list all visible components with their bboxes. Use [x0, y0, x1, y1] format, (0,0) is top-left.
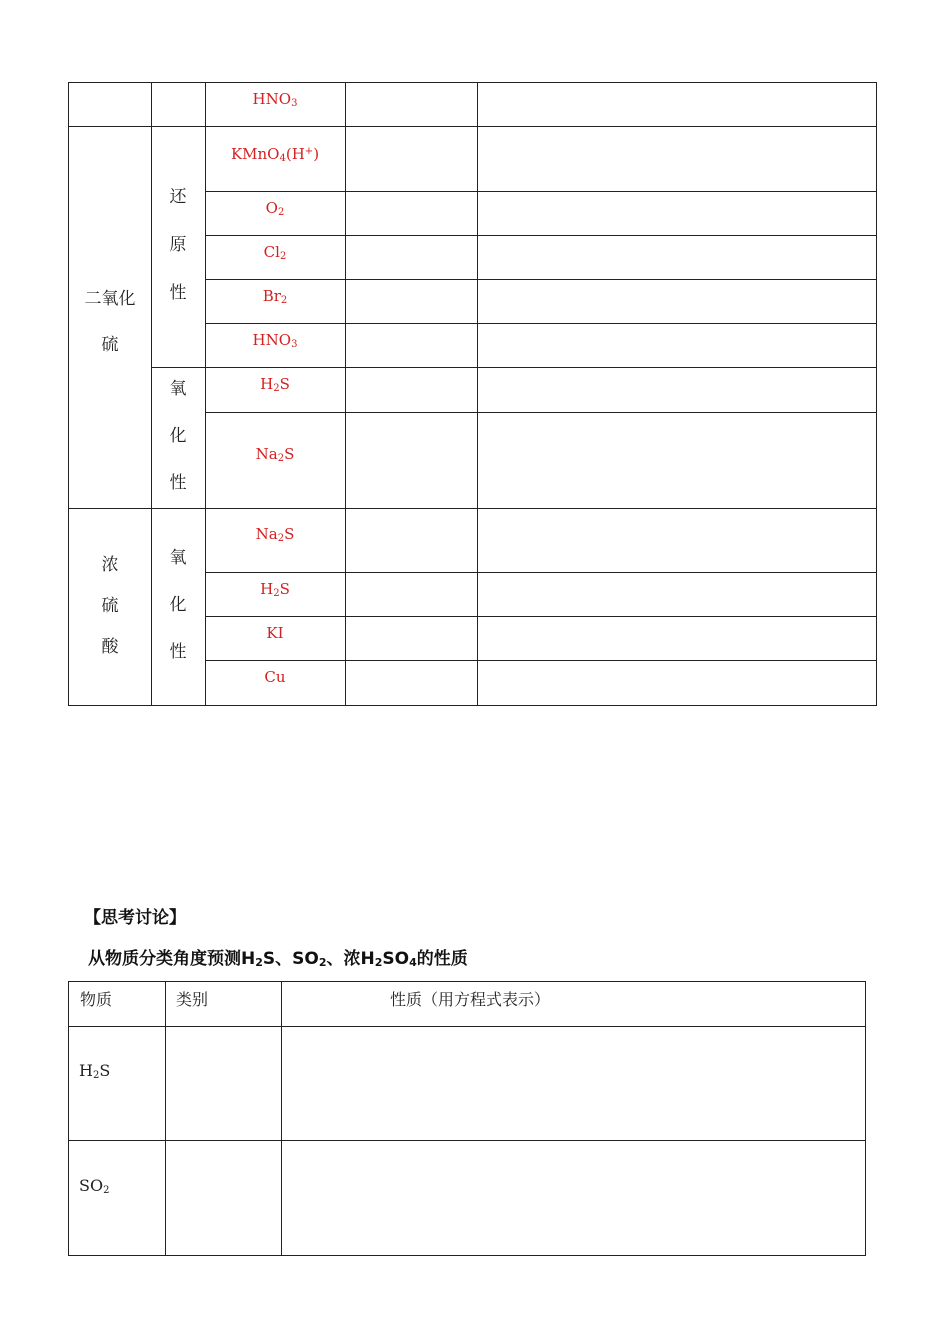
reducing-label-3: 性 [169, 283, 187, 303]
reagent-na2s-h2so4: $Na_2S$ [255, 525, 295, 544]
oxidizing-label-so2-1: 氧 [169, 379, 187, 399]
reagent-h2s: $H_2S$ [260, 375, 290, 394]
reagent-cu: Cu [264, 668, 286, 686]
header-substance: 物质 [80, 990, 113, 1009]
reagent-hno3: $HNO_3$ [252, 331, 298, 350]
reagent-o2: $O_2$ [265, 199, 285, 218]
header-category: 类别 [176, 990, 209, 1009]
oxidizing-label-h2so4-1: 氧 [169, 548, 187, 568]
discussion-title: 【思考讨论】 [84, 908, 186, 928]
reagent-na2s: $Na_2S$ [255, 445, 295, 464]
reagent-h2s-h2so4: $H_2S$ [260, 580, 290, 599]
oxidizing-label-so2-3: 性 [169, 473, 187, 493]
substance-so2: 二氧化 硫 [84, 289, 136, 355]
reagent-hno3-top: $HNO_3$ [252, 90, 298, 109]
reagent-ki: KI [266, 624, 284, 642]
oxidizing-label-so2-2: 化 [169, 426, 187, 446]
reagent-br2: $Br_2$ [262, 287, 288, 306]
discussion-subtitle: 从物质分类角度预测$H_2S$、$SO_2$、浓$H_2SO_4$的性质 [88, 949, 468, 969]
substance-conc-h2so4: 浓 硫 酸 [101, 555, 119, 657]
row-so2: $SO_2$ [79, 1176, 110, 1196]
oxidizing-label-h2so4-2: 化 [169, 595, 187, 615]
reducing-label-1: 还 [169, 187, 187, 207]
reagent-cl2: $Cl_2$ [263, 243, 287, 262]
row-h2s: $H_2S$ [79, 1061, 111, 1081]
oxidizing-label-h2so4-3: 性 [169, 642, 187, 662]
reducing-label-2: 原 [169, 235, 187, 255]
header-properties: 性质（用方程式表示） [390, 990, 551, 1009]
reagent-kmno4: KMnO$_4$(H+) [230, 145, 320, 164]
